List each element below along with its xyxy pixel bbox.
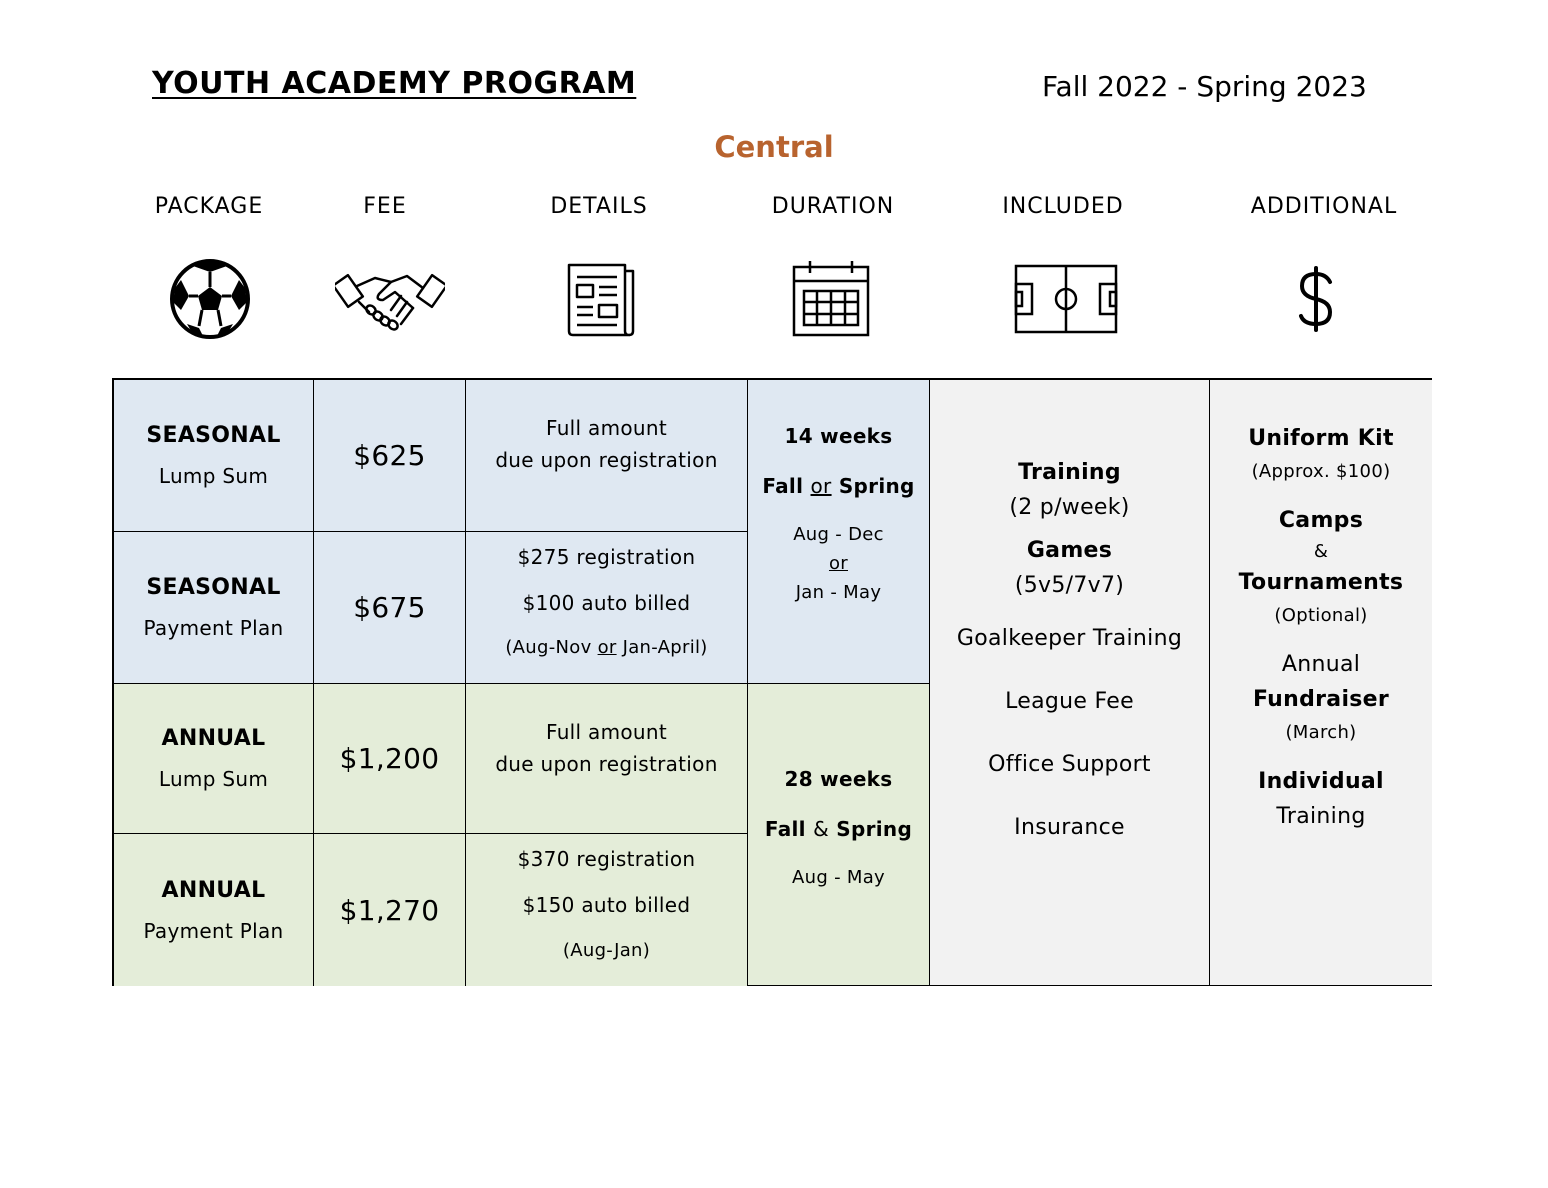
additional-camps: Camps [1278,508,1364,533]
term-spring: Spring [829,817,913,841]
included-games: Games [1026,538,1113,563]
duration-term [762,474,914,498]
details-period [505,637,707,658]
soccer-field-icon [1012,256,1120,342]
additional-ampersand: & [1313,541,1329,562]
package-name: ANNUAL [161,877,266,903]
pricing-table [112,378,1432,986]
details-line: due upon registration [495,448,718,472]
handshake-icon [334,256,446,342]
details-line: due upon registration [495,752,718,776]
details-period: (Aug-Jan) [562,939,651,961]
column-header-duration: DURATION [771,194,895,219]
details-auto-billed: $100 auto billed [522,591,691,615]
column-header-additional: ADDITIONAL [1250,194,1398,219]
duration-term [765,817,912,841]
package-cell [114,380,314,532]
included-games-format: (5v5/7v7) [1014,573,1125,598]
column-header-fee: FEE [363,194,407,219]
newspaper-icon [556,256,646,342]
column-header-included: INCLUDED [1002,194,1124,219]
term-or: or [810,474,832,498]
location-label: Central [714,130,834,164]
term-fall: Fall [764,817,814,841]
details-line: Full amount [545,416,668,440]
package-type: Payment Plan [143,918,284,943]
column-header-details: DETAILS [550,194,648,219]
additional-annual: Annual [1281,652,1361,677]
additional-uniform-price: (Approx. $100) [1251,461,1391,482]
fee-cell [314,834,466,986]
details-cell [466,834,748,986]
additional-uniform-kit: Uniform Kit [1248,426,1394,451]
details-period-or: or [597,637,617,658]
package-type: Lump Sum [158,767,269,791]
duration-range: Aug - Dec [793,524,884,545]
term-spring: Spring [831,474,915,498]
dollar-sign-icon [1276,256,1356,342]
package-cell [114,834,314,986]
details-registration: $275 registration [517,545,696,569]
duration-cell-seasonal [748,380,930,684]
included-goalkeeper-training: Goalkeeper Training [956,626,1183,651]
additional-march: (March) [1285,722,1357,743]
included-insurance: Insurance [1014,815,1125,840]
included-training-frequency: (2 p/week) [1009,495,1130,520]
package-name: ANNUAL [161,726,266,751]
fee-cell [314,380,466,532]
duration-range: Aug - May [792,867,885,888]
soccer-ball-icon [160,256,260,342]
included-league-fee: League Fee [1005,689,1134,714]
package-type: Lump Sum [158,464,269,488]
duration-weeks: 28 weeks [784,767,893,791]
fee-amount: $1,270 [339,893,440,927]
fee-cell [314,684,466,834]
duration-range-or: or [828,553,848,574]
additional-optional: (Optional) [1274,605,1368,626]
additional-individual-training: Training [1276,804,1366,829]
fee-cell [314,532,466,684]
fee-amount: $1,200 [339,742,440,775]
season-range: Fall 2022 - Spring 2023 [1042,70,1367,103]
fee-amount: $625 [353,439,426,472]
package-name: SEASONAL [146,575,281,600]
additional-individual: Individual [1258,769,1384,794]
details-cell [466,684,748,834]
duration-range: Jan - May [795,582,882,603]
additional-cell [1210,380,1432,986]
included-cell [930,380,1210,986]
details-registration: $370 registration [517,847,696,872]
package-name: SEASONAL [146,423,281,448]
fee-amount: $675 [353,591,426,624]
package-cell [114,684,314,834]
column-header-package: PACKAGE [154,194,264,219]
details-period-end: Jan-April) [616,637,708,658]
details-cell [466,532,748,684]
term-and: & [813,817,829,841]
term-fall: Fall [762,474,811,498]
duration-weeks: 14 weeks [784,424,893,448]
details-cell [466,380,748,532]
package-type: Payment Plan [143,616,284,640]
duration-cell-annual [748,684,930,986]
calendar-icon [786,256,876,342]
details-period-start: (Aug-Nov [505,637,598,658]
additional-fundraiser: Fundraiser [1252,687,1390,712]
details-line: Full amount [545,720,668,744]
page-title: YOUTH ACADEMY PROGRAM [152,66,637,101]
package-cell [114,532,314,684]
additional-tournaments: Tournaments [1238,570,1404,595]
details-auto-billed: $150 auto billed [522,893,691,918]
included-training: Training [1018,460,1121,485]
included-office-support: Office Support [988,752,1151,777]
